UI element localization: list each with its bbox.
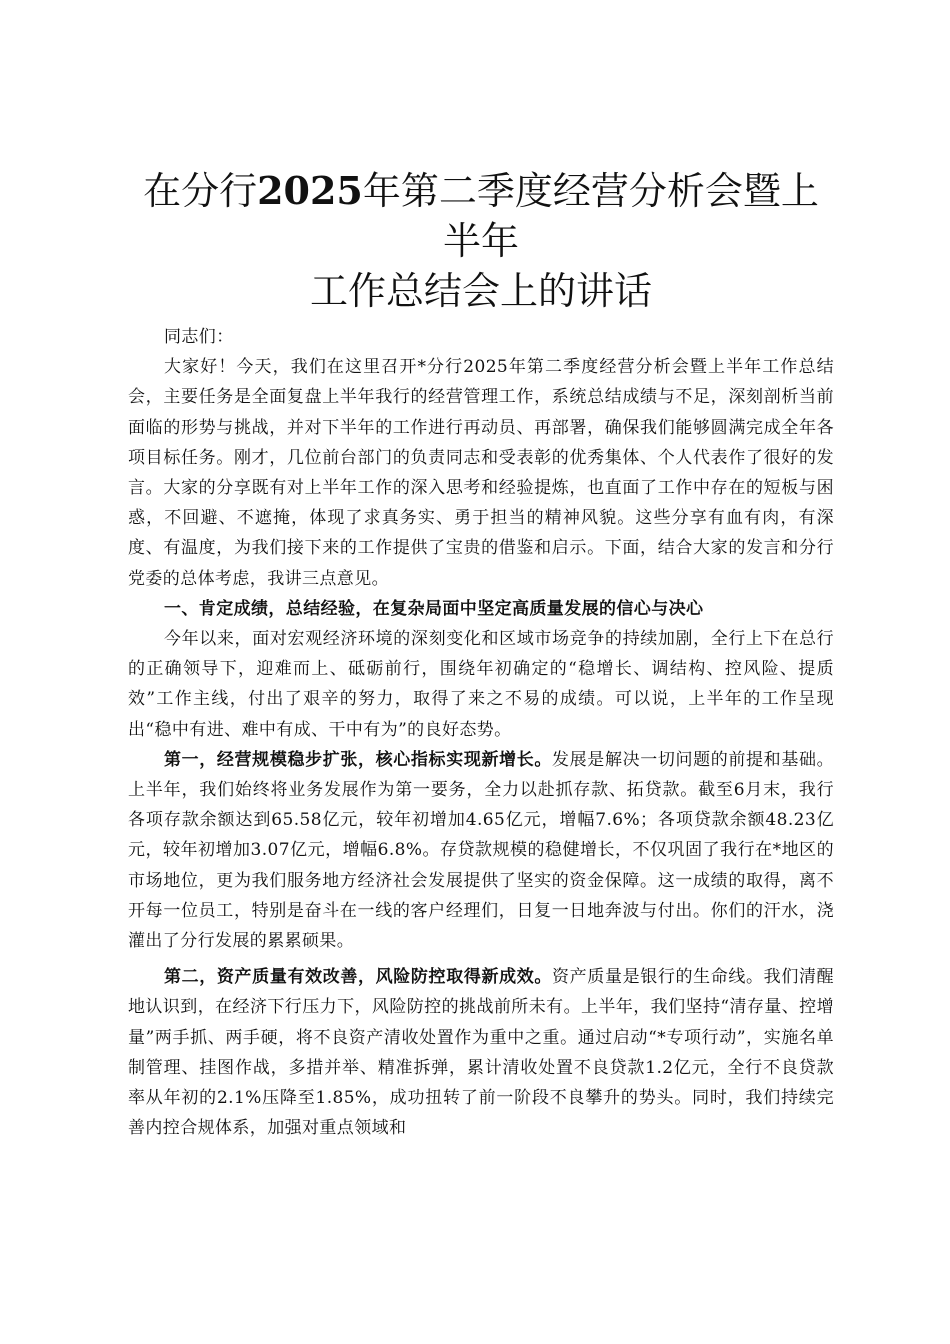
document-page <box>128 166 834 1143</box>
point2-lead: 第二，资产质量有效改善，风险防控取得新成效。 <box>164 967 553 988</box>
salutation: 同志们： <box>164 327 234 347</box>
document-title <box>128 166 834 316</box>
title-line1-suffix: 年第二季度经营分析会暨上半年 <box>362 169 819 263</box>
intro-paragraph: 大家好！今天，我们在这里召开*分行2025年第二季度经营分析会暨上半年工作总结会，主要任务是全面复盘上半年我行的经营管理工作，系统总结成绩与不足，深刻剖析当前面临的形势与挑战，并对下半年的工作进行再动员、再部署，确保我们能够圆满完成全年各项目标任务。刚才，几位前台部门的负责同志和受表彰的优秀集体、个人代表作了很好的发言。大家的分享既有对上半年工作的深入思考和经验提炼，也直面了工作中存在的短板与困惑，不回避、不遮掩，体现了求真务实、勇于担当的精神风貌。这些分享有血有肉，有深度、有温度，为我们接下来的工作提供了宝贵的借鉴和启示。下面，结合大家的发言和分行党委的总体考虑，我讲三点意见。 <box>128 357 834 589</box>
title-line1-year: 2025 <box>257 168 363 213</box>
point2-body: 资产质量是银行的生命线。我们清醒地认识到，在经济下行压力下，风险防控的挑战前所未有。上半年，我们坚持“清存量、控增量”两手抓、两手硬，将不良资产清收处置作为重中之重。通过启动“*专项行动”，实施名单制管理、挂图作战，多措并举、精准拆弹，累计清收处置不良贷款1.2亿元，全行不良贷款率从年初的2.1%压降至1.85%，成功扭转了前一阶段不良攀升的势头。同时，我们持续完善内控合规体系，加强对重点领域和 <box>128 967 834 1139</box>
point1-body: 发展是解决一切问题的前提和基础。上半年，我们始终将业务发展作为第一要务，全力以赴抓存款、拓贷款。截至6月末，我行各项存款余额达到65.58亿元，较年初增加4.65亿元，增幅7.6%；各项贷款余额48.23亿元，较年初增加3.07亿元，增幅6.8%。存贷款规模的稳健增长，不仅巩固了我行在*地区的市场地位，更为我们服务地方经济社会发展提供了坚实的资金保障。这一成绩的取得，离不开每一位员工，特别是奋斗在一线的客户经理们，日复一日地奔波与付出。你们的汗水，浇灌出了分行发展的累累硕果。 <box>128 749 834 952</box>
point2-paragraph <box>128 962 834 1143</box>
section1-intro-paragraph: 今年以来，面对宏观经济环境的深刻变化和区域市场竞争的持续加剧，全行上下在总行的正确领导下，迎难而上、砥砺前行，围绕年初确定的“稳增长、调结构、控风险、提质效”工作主线，付出了艰辛的努力，取得了来之不易的成绩。可以说，上半年的工作呈现出“稳中有进、难中有成、干中有为”的良好态势。 <box>128 629 834 740</box>
title-line2: 工作总结会上的讲话 <box>309 269 652 313</box>
title-line1-prefix: 在分行 <box>143 169 258 213</box>
title-line1 <box>143 169 819 263</box>
section1-heading: 一、肯定成绩，总结经验，在复杂局面中坚定高质量发展的信心与决心 <box>164 598 704 619</box>
point1-lead: 第一，经营规模稳步扩张，核心指标实现新增长。 <box>164 749 553 770</box>
point1-paragraph <box>128 745 834 956</box>
